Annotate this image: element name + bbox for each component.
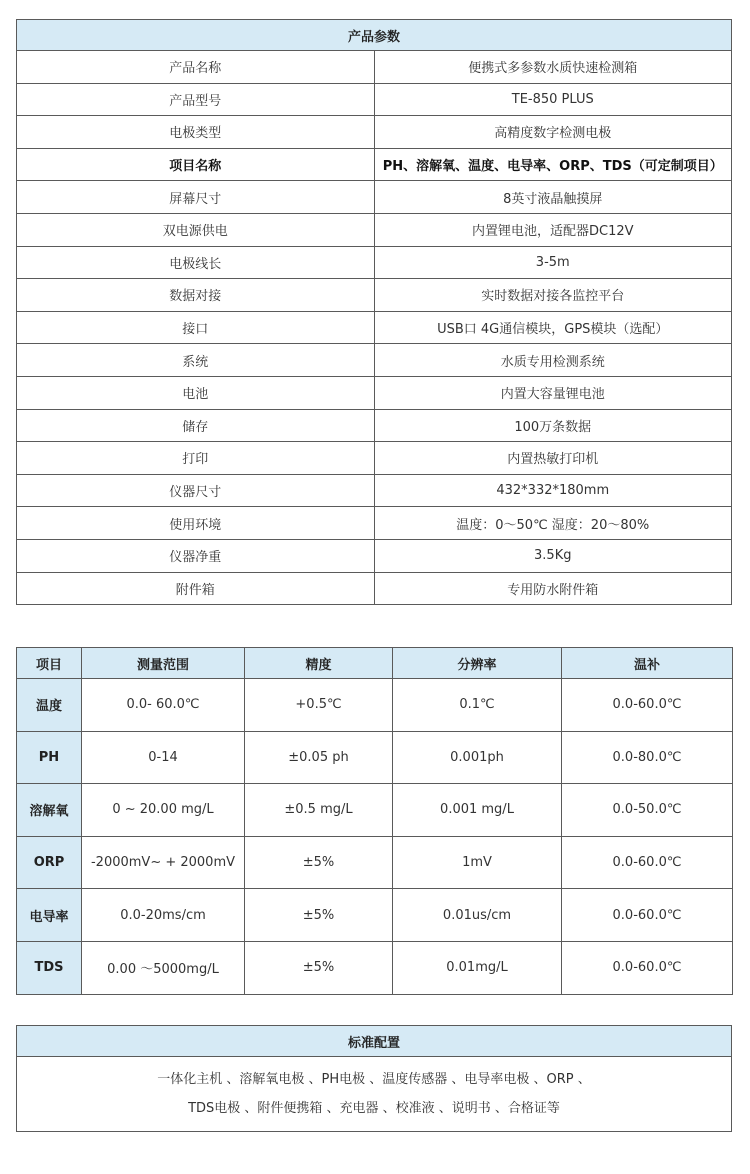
- specs-row: [17, 889, 733, 942]
- param-value: 8英寸液晶触摸屏: [374, 181, 732, 214]
- params-row: [17, 246, 732, 279]
- param-label: 系统: [17, 344, 375, 377]
- specs-row: [17, 784, 733, 837]
- param-value: 100万条数据: [374, 409, 732, 442]
- spec-resolution: 0.01us/cm: [393, 889, 562, 942]
- params-row: [17, 409, 732, 442]
- product-params-table: [16, 19, 732, 605]
- params-row: [17, 376, 732, 409]
- spec-item: 溶解氧: [17, 784, 82, 837]
- spec-temp-comp: 0.0-60.0℃: [562, 836, 733, 889]
- spec-resolution: 0.001ph: [393, 731, 562, 784]
- spec-range: 0.0- 60.0℃: [82, 679, 245, 732]
- param-label: 仪器尺寸: [17, 474, 375, 507]
- param-label: 打印: [17, 442, 375, 475]
- spec-accuracy: ±5%: [245, 889, 393, 942]
- params-row: [17, 181, 732, 214]
- param-value: 内置大容量锂电池: [374, 376, 732, 409]
- spec-resolution: 0.001 mg/L: [393, 784, 562, 837]
- param-value: 便携式多参数水质快速检测箱: [374, 51, 732, 84]
- specs-header: 测量范围: [82, 648, 245, 679]
- param-value: 水质专用检测系统: [374, 344, 732, 377]
- params-row: [17, 213, 732, 246]
- specs-header: 温补: [562, 648, 733, 679]
- spec-temp-comp: 0.0-80.0℃: [562, 731, 733, 784]
- specs-header: 项目: [17, 648, 82, 679]
- params-row: [17, 442, 732, 475]
- params-row: [17, 539, 732, 572]
- param-value: 3-5m: [374, 246, 732, 279]
- spec-item: ORP: [17, 836, 82, 889]
- spec-item: 电导率: [17, 889, 82, 942]
- specs-header: 分辨率: [393, 648, 562, 679]
- param-label: 附件箱: [17, 572, 375, 605]
- specs-header: 精度: [245, 648, 393, 679]
- spec-resolution: 0.1℃: [393, 679, 562, 732]
- measurement-specs-table: [16, 647, 733, 995]
- spec-accuracy: ±5%: [245, 836, 393, 889]
- config-line: TDS电极 、附件便携箱 、充电器 、校准液 、说明书 、合格证等: [188, 1101, 560, 1116]
- specs-header-row: [17, 648, 733, 679]
- param-label: 产品型号: [17, 83, 375, 116]
- specs-row: [17, 941, 733, 994]
- param-value: 内置热敏打印机: [374, 442, 732, 475]
- param-label: 项目名称: [17, 148, 375, 181]
- params-row: [17, 279, 732, 312]
- param-value: 实时数据对接各监控平台: [374, 279, 732, 312]
- params-row: [17, 311, 732, 344]
- specs-row: [17, 731, 733, 784]
- spec-accuracy: ±0.05 ph: [245, 731, 393, 784]
- param-value: 高精度数字检测电极: [374, 116, 732, 149]
- param-label: 接口: [17, 311, 375, 344]
- param-label: 双电源供电: [17, 213, 375, 246]
- param-label: 储存: [17, 409, 375, 442]
- spec-temp-comp: 0.0-60.0℃: [562, 941, 733, 994]
- spec-temp-comp: 0.0-60.0℃: [562, 679, 733, 732]
- params-title: 产品参数: [17, 20, 732, 51]
- params-row: [17, 83, 732, 116]
- config-title: 标准配置: [17, 1026, 732, 1057]
- spec-temp-comp: 0.0-50.0℃: [562, 784, 733, 837]
- param-label: 使用环境: [17, 507, 375, 540]
- param-label: 电极线长: [17, 246, 375, 279]
- params-row: [17, 474, 732, 507]
- spec-accuracy: ±0.5 mg/L: [245, 784, 393, 837]
- spec-item: 温度: [17, 679, 82, 732]
- config-contents: [17, 1057, 732, 1132]
- params-row: [17, 51, 732, 84]
- standard-config-table: [16, 1025, 732, 1132]
- spec-item: PH: [17, 731, 82, 784]
- param-value: 432*332*180mm: [374, 474, 732, 507]
- params-row: [17, 572, 732, 605]
- spec-item: TDS: [17, 941, 82, 994]
- param-label: 屏幕尺寸: [17, 181, 375, 214]
- spec-temp-comp: 0.0-60.0℃: [562, 889, 733, 942]
- specs-row: [17, 679, 733, 732]
- spec-range: 0.0-20ms/cm: [82, 889, 245, 942]
- param-value: USB口 4G通信模块，GPS模块（选配）: [374, 311, 732, 344]
- param-value: 3.5Kg: [374, 539, 732, 572]
- params-row: [17, 344, 732, 377]
- params-row: [17, 148, 732, 181]
- params-row: [17, 507, 732, 540]
- param-label: 电极类型: [17, 116, 375, 149]
- param-value: TE-850 PLUS: [374, 83, 732, 116]
- param-label: 电池: [17, 376, 375, 409]
- spec-range: -2000mV~ + 2000mV: [82, 836, 245, 889]
- param-label: 产品名称: [17, 51, 375, 84]
- spec-accuracy: ±5%: [245, 941, 393, 994]
- param-value: 内置锂电池，适配器DC12V: [374, 213, 732, 246]
- param-value: 温度：0～50℃ 湿度：20～80%: [374, 507, 732, 540]
- param-value: 专用防水附件箱: [374, 572, 732, 605]
- params-row: [17, 116, 732, 149]
- param-label: 数据对接: [17, 279, 375, 312]
- spec-range: 0-14: [82, 731, 245, 784]
- spec-range: 0 ~ 20.00 mg/L: [82, 784, 245, 837]
- specs-row: [17, 836, 733, 889]
- spec-range: 0.00 ～5000mg/L: [82, 941, 245, 994]
- param-label: 仪器净重: [17, 539, 375, 572]
- spec-accuracy: +0.5℃: [245, 679, 393, 732]
- spec-resolution: 1mV: [393, 836, 562, 889]
- param-value: PH、溶解氧、温度、电导率、ORP、TDS（可定制项目）: [374, 148, 732, 181]
- config-line: 一体化主机 、溶解氧电极 、PH电极 、温度传感器 、电导率电极 、ORP 、: [157, 1072, 591, 1087]
- spec-resolution: 0.01mg/L: [393, 941, 562, 994]
